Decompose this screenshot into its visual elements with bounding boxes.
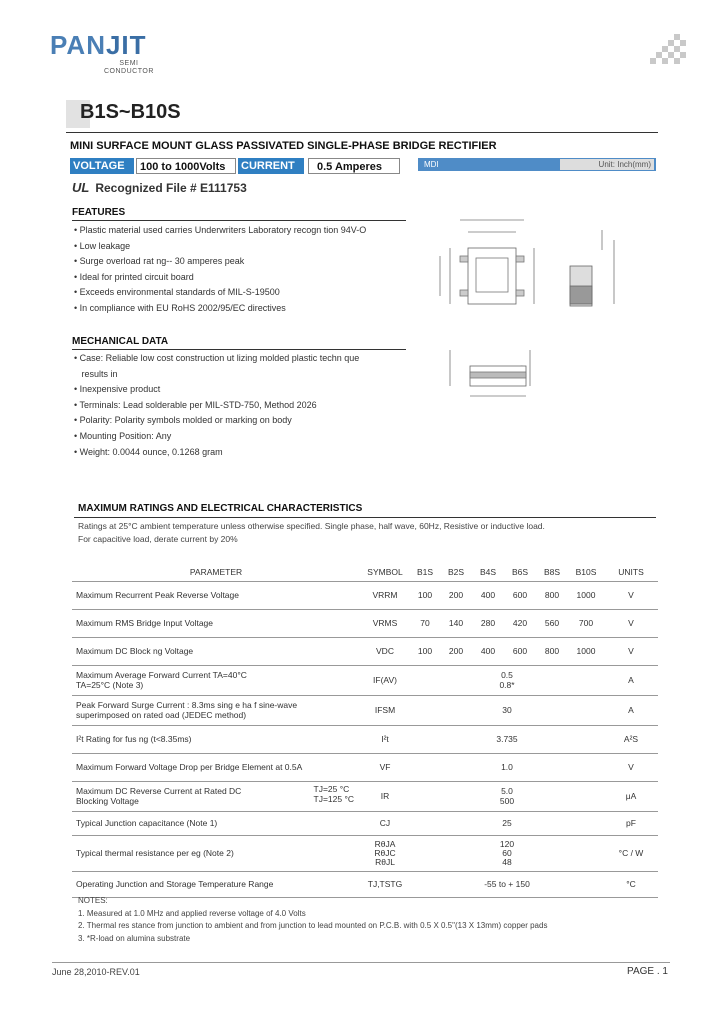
symbol-cell: TJ,TSTG xyxy=(360,871,410,897)
mechanical-divider xyxy=(72,349,406,350)
features-list xyxy=(74,223,366,317)
value-cell: 140 xyxy=(440,609,472,637)
value-cell: 420 xyxy=(504,609,536,637)
param-cell: Typical thermal resistance per eg (Note 2) xyxy=(72,835,360,871)
footer-divider xyxy=(52,962,670,963)
ul-recognition xyxy=(72,180,247,195)
param-line: Maximum Average Forward Current TA=40°C xyxy=(76,670,247,680)
value-cell: 3.735 xyxy=(410,725,604,753)
title-divider xyxy=(66,132,658,133)
param-line: TA=25°C (Note 3) xyxy=(76,680,144,690)
unit-cell: A xyxy=(604,695,658,725)
ratings-note-1: Ratings at 25°C ambient temperature unless otherwise specified. Single phase, half wave, 60Hz, Resistive or inductive load. xyxy=(78,521,545,531)
value-cell: 280 xyxy=(472,609,504,637)
value-cell: 800 xyxy=(536,637,568,665)
ratings-heading: MAXIMUM RATINGS AND ELECTRICAL CHARACTERISTICS xyxy=(78,503,363,514)
ul-file-text: Recognized File # E111753 xyxy=(95,181,247,195)
value-cell: 100 xyxy=(410,637,440,665)
list-item: • In compliance with EU RoHS 2002/95/EC directives xyxy=(74,302,286,313)
value-cell xyxy=(410,835,604,871)
unit-cell: pF xyxy=(604,811,658,835)
param-cell: Maximum DC Block ng Voltage xyxy=(72,637,360,665)
value-cell: 700 xyxy=(568,609,604,637)
symbol-line: RθJL xyxy=(375,856,395,867)
param-cell: Operating Junction and Storage Temperature Range xyxy=(72,871,360,897)
ratings-note-2: For capacitive load, derate current by 20% xyxy=(78,534,238,544)
param-cell: Maximum Recurrent Peak Reverse Voltage xyxy=(72,581,360,609)
decorative-dots-icon xyxy=(638,34,686,64)
value-cell: -55 to + 150 xyxy=(410,871,604,897)
value-line: 60 xyxy=(502,847,512,858)
value-cell: 400 xyxy=(472,581,504,609)
mechanical-list xyxy=(74,351,359,460)
logo-sub-line1: SEMI xyxy=(119,60,139,67)
value-cell: 560 xyxy=(536,609,568,637)
unit-cell: V xyxy=(604,753,658,781)
list-item: • Exceeds environmental standards of MIL-S-19500 xyxy=(74,287,280,298)
unit-cell: A²S xyxy=(604,725,658,753)
table-row xyxy=(72,665,658,695)
package-unit: Unit: Inch(mm) xyxy=(560,159,654,170)
logo-pan: PAN xyxy=(50,30,106,60)
ul-mark-icon: UL xyxy=(72,180,90,195)
value-cell: 1000 xyxy=(568,637,604,665)
voltage-label: VOLTAGE xyxy=(70,158,134,174)
list-item: • Mounting Position: Any xyxy=(74,430,172,441)
value-cell: 100 xyxy=(410,581,440,609)
param-cell: Maximum Forward Voltage Drop per Bridge Element at 0.5A xyxy=(72,753,360,781)
features-divider xyxy=(72,220,406,221)
product-subtitle: MINI SURFACE MOUNT GLASS PASSIVATED SINGLE-PHASE BRIDGE RECTIFIER xyxy=(70,140,497,152)
col-header: B6S xyxy=(511,566,529,577)
current-label: CURRENT xyxy=(238,158,304,174)
symbol-cell: IF(AV) xyxy=(360,665,410,695)
table-row xyxy=(72,725,658,753)
value-cell: 400 xyxy=(472,637,504,665)
param-cell xyxy=(72,695,360,725)
param-cell: Maximum RMS Bridge Input Voltage xyxy=(72,609,360,637)
col-header: B1S xyxy=(416,566,434,577)
table-row xyxy=(72,637,658,665)
symbol-cell: CJ xyxy=(360,811,410,835)
logo-subtext xyxy=(104,60,154,76)
list-item: • Inexpensive product xyxy=(74,384,161,395)
col-header: B8S xyxy=(543,566,561,577)
list-item: results in xyxy=(74,368,118,379)
value-line: 48 xyxy=(502,856,512,867)
value-line: 0.8* xyxy=(499,680,515,690)
list-item: • Weight: 0.0044 ounce, 0.1268 gram xyxy=(74,446,223,457)
unit-cell: °C xyxy=(604,871,658,897)
value-line: 0.5 xyxy=(501,670,513,680)
table-row xyxy=(72,753,658,781)
list-item: • Low leakage xyxy=(74,240,131,251)
symbol-cell: I²t xyxy=(360,725,410,753)
col-header: PARAMETER xyxy=(189,566,243,577)
table-row xyxy=(72,609,658,637)
list-item: • Case: Reliable low cost construction ut lizing molded plastic techn que xyxy=(74,353,360,363)
symbol-line: RθJA xyxy=(374,838,396,849)
symbol-line: RθJC xyxy=(374,847,396,858)
param-cell: I²t Rating for fus ng (t<8.35ms) xyxy=(72,725,360,753)
features-heading: FEATURES xyxy=(72,207,126,218)
value-line: 5.0 xyxy=(501,786,513,796)
unit-cell: A xyxy=(604,665,658,695)
logo-sub-line2: CONDUCTOR xyxy=(104,68,154,75)
ratings-table xyxy=(72,563,658,898)
table-row xyxy=(72,811,658,835)
unit-cell: V xyxy=(604,581,658,609)
value-cell: 600 xyxy=(504,581,536,609)
note-item: 3. *R-load on alumina substrate xyxy=(78,933,191,943)
list-item: • Plastic material used carries Underwriters Laboratory recogn tion 94V-O xyxy=(74,225,367,235)
symbol-cell xyxy=(360,835,410,871)
value-cell: 30 xyxy=(410,695,604,725)
condition xyxy=(314,784,355,804)
unit-cell: °C / W xyxy=(604,835,658,871)
value-line: 120 xyxy=(499,838,515,849)
condition-line: TJ=25 °C xyxy=(313,783,350,794)
voltage-value: 100 to 1000Volts xyxy=(136,158,236,174)
page-title: B1S~B10S xyxy=(80,101,181,123)
notes-section xyxy=(78,895,547,945)
param-line: Peak Forward Surge Current : 8.3ms sing e ha f sine-wave xyxy=(76,700,298,710)
param-cell xyxy=(72,665,360,695)
table-row xyxy=(72,781,658,811)
value-cell: 70 xyxy=(410,609,440,637)
list-item: • Polarity: Polarity symbols molded or marking on body xyxy=(74,415,292,426)
notes-heading: NOTES: xyxy=(78,896,108,905)
value-cell: 25 xyxy=(410,811,604,835)
symbol-cell: IFSM xyxy=(360,695,410,725)
col-header: B10S xyxy=(575,566,597,577)
symbol-cell: VRMS xyxy=(360,609,410,637)
logo-jit: JIT xyxy=(105,30,147,60)
col-header: B4S xyxy=(479,566,497,577)
col-header: B2S xyxy=(447,566,465,577)
value-line: 500 xyxy=(499,796,515,806)
table-row xyxy=(72,581,658,609)
table-row xyxy=(72,871,658,897)
symbol-cell: VF xyxy=(360,753,410,781)
value-cell: 1.0 xyxy=(410,753,604,781)
value-cell xyxy=(410,665,604,695)
unit-cell: V xyxy=(604,609,658,637)
col-header: UNITS xyxy=(618,566,644,577)
table-header-row xyxy=(72,563,658,581)
current-value: 0.5 Amperes xyxy=(308,158,400,174)
value-cell: 800 xyxy=(536,581,568,609)
note-item: 2. Thermal res stance from junction to ambient and from junction to lead mounted on P.C.B. with 0.5 X 0.5"(13 X 13mm) copper pads xyxy=(78,921,548,930)
footer-page: PAGE . 1 xyxy=(627,966,668,977)
value-cell: 200 xyxy=(440,637,472,665)
brand-logo xyxy=(50,30,147,61)
col-header: SYMBOL xyxy=(367,566,403,577)
symbol-cell: VRRM xyxy=(360,581,410,609)
ratings-divider xyxy=(74,517,656,518)
unit-cell: V xyxy=(604,637,658,665)
value-cell: 200 xyxy=(440,581,472,609)
param-line: superimposed on rated oad (JEDEC method) xyxy=(76,710,247,720)
param-cell xyxy=(72,781,360,811)
note-item: 1. Measured at 1.0 MHz and applied reverse voltage of 4.0 Volts xyxy=(78,908,306,918)
list-item: • Surge overload rat ng-- 30 amperes peak xyxy=(74,256,245,267)
mechanical-heading: MECHANICAL DATA xyxy=(72,336,169,347)
value-cell: 600 xyxy=(504,637,536,665)
symbol-cell: VDC xyxy=(360,637,410,665)
condition-line: TJ=125 °C xyxy=(313,793,354,804)
symbol-cell: IR xyxy=(360,781,410,811)
table-row xyxy=(72,835,658,871)
param-line: Maximum DC Reverse Current at Rated DC xyxy=(76,786,242,796)
value-cell: 1000 xyxy=(568,581,604,609)
package-outline-diagram xyxy=(410,200,660,430)
list-item: • Terminals: Lead solderable per MIL-STD-750, Method 2026 xyxy=(74,399,317,410)
package-name: MDI xyxy=(418,158,656,171)
footer-date: June 28,2010-REV.01 xyxy=(52,967,140,977)
list-item: • Ideal for printed circuit board xyxy=(74,271,194,282)
table-row xyxy=(72,695,658,725)
param-cell: Typical Junction capacitance (Note 1) xyxy=(72,811,360,835)
param-line: Blocking Voltage xyxy=(76,796,139,806)
value-cell xyxy=(410,781,604,811)
unit-cell: μA xyxy=(604,781,658,811)
